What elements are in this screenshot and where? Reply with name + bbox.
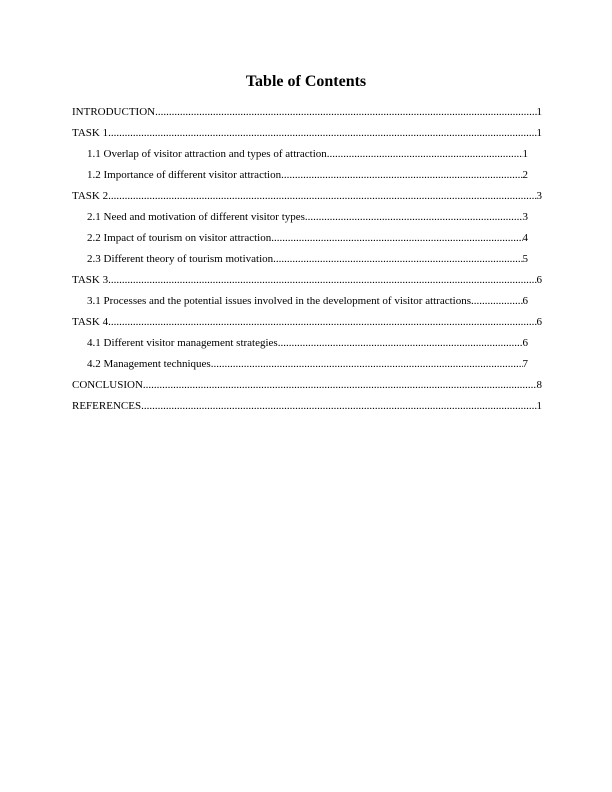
dot-leader [155,105,536,119]
toc-entry-conclusion[interactable] [72,371,542,392]
toc-entry-page: 6 [522,295,528,307]
toc-entry-references[interactable] [72,392,542,413]
toc-entry-task-4[interactable] [72,308,542,329]
dot-leader [271,231,522,245]
toc-entry-2-2[interactable] [72,224,528,245]
toc-entry-label: 2.1 Need and motivation of different visitor types [87,211,305,223]
dot-leader [327,147,523,161]
toc-entry-1-2[interactable] [72,161,528,182]
toc-entry-label: 4.1 Different visitor management strategies [87,337,278,349]
dot-leader [108,126,536,140]
toc-entry-page: 1 [536,106,542,118]
dot-leader [273,252,522,266]
toc-entry-label: 1.2 Importance of different visitor attraction [87,169,282,181]
toc-entry-task-3[interactable] [72,266,542,287]
toc-entry-page: 7 [522,358,528,370]
toc-entry-4-2[interactable] [72,350,528,371]
dot-leader [281,168,522,182]
toc-entry-page: 1 [536,127,542,139]
toc-entry-label: 2.3 Different theory of tourism motivation [87,253,274,265]
dot-leader [143,378,537,392]
toc-entry-introduction[interactable] [72,98,542,119]
toc-entry-label: REFERENCES [72,400,142,412]
toc-list [72,98,542,413]
toc-entry-page: 6 [522,337,528,349]
toc-entry-task-2[interactable] [72,182,542,203]
toc-entry-page: 3 [536,190,542,202]
toc-entry-label: INTRODUCTION [72,106,156,118]
toc-entry-label: 2.2 Impact of tourism on visitor attraction [87,232,272,244]
dot-leader [108,273,536,287]
toc-entry-3-1[interactable] [72,287,528,308]
toc-entry-task-1[interactable] [72,119,542,140]
dot-leader [108,315,536,329]
dot-leader [141,399,536,413]
dot-leader [108,189,536,203]
toc-entry-label: TASK 3 [72,274,109,286]
toc-entry-label: 4.2 Management techniques [87,358,211,370]
toc-entry-page: 8 [536,379,542,391]
toc-entry-page: 6 [536,274,542,286]
toc-entry-page: 6 [536,316,542,328]
toc-entry-page: 2 [522,169,528,181]
toc-entry-page: 3 [522,211,528,223]
toc-entry-1-1[interactable] [72,140,528,161]
toc-entry-label: TASK 4 [72,316,109,328]
toc-entry-2-1[interactable] [72,203,528,224]
toc-entry-page: 4 [522,232,528,244]
toc-entry-label: TASK 2 [72,190,109,202]
dot-leader [305,210,523,224]
toc-entry-page: 1 [536,400,542,412]
toc-entry-page: 5 [522,253,528,265]
dot-leader [278,336,523,350]
dot-leader [471,294,522,308]
toc-entry-label: CONCLUSION [72,379,143,391]
toc-title: Table of Contents [245,73,367,90]
toc-entry-label: 1.1 Overlap of visitor attraction and types of attraction [87,148,327,160]
toc-entry-2-3[interactable] [72,245,528,266]
toc-entry-label: 3.1 Processes and the potential issues involved in the development of visitor attractions [87,295,472,307]
toc-entry-4-1[interactable] [72,329,528,350]
toc-entry-page: 1 [522,148,528,160]
dot-leader [211,357,523,371]
toc-entry-label: TASK 1 [72,127,109,139]
